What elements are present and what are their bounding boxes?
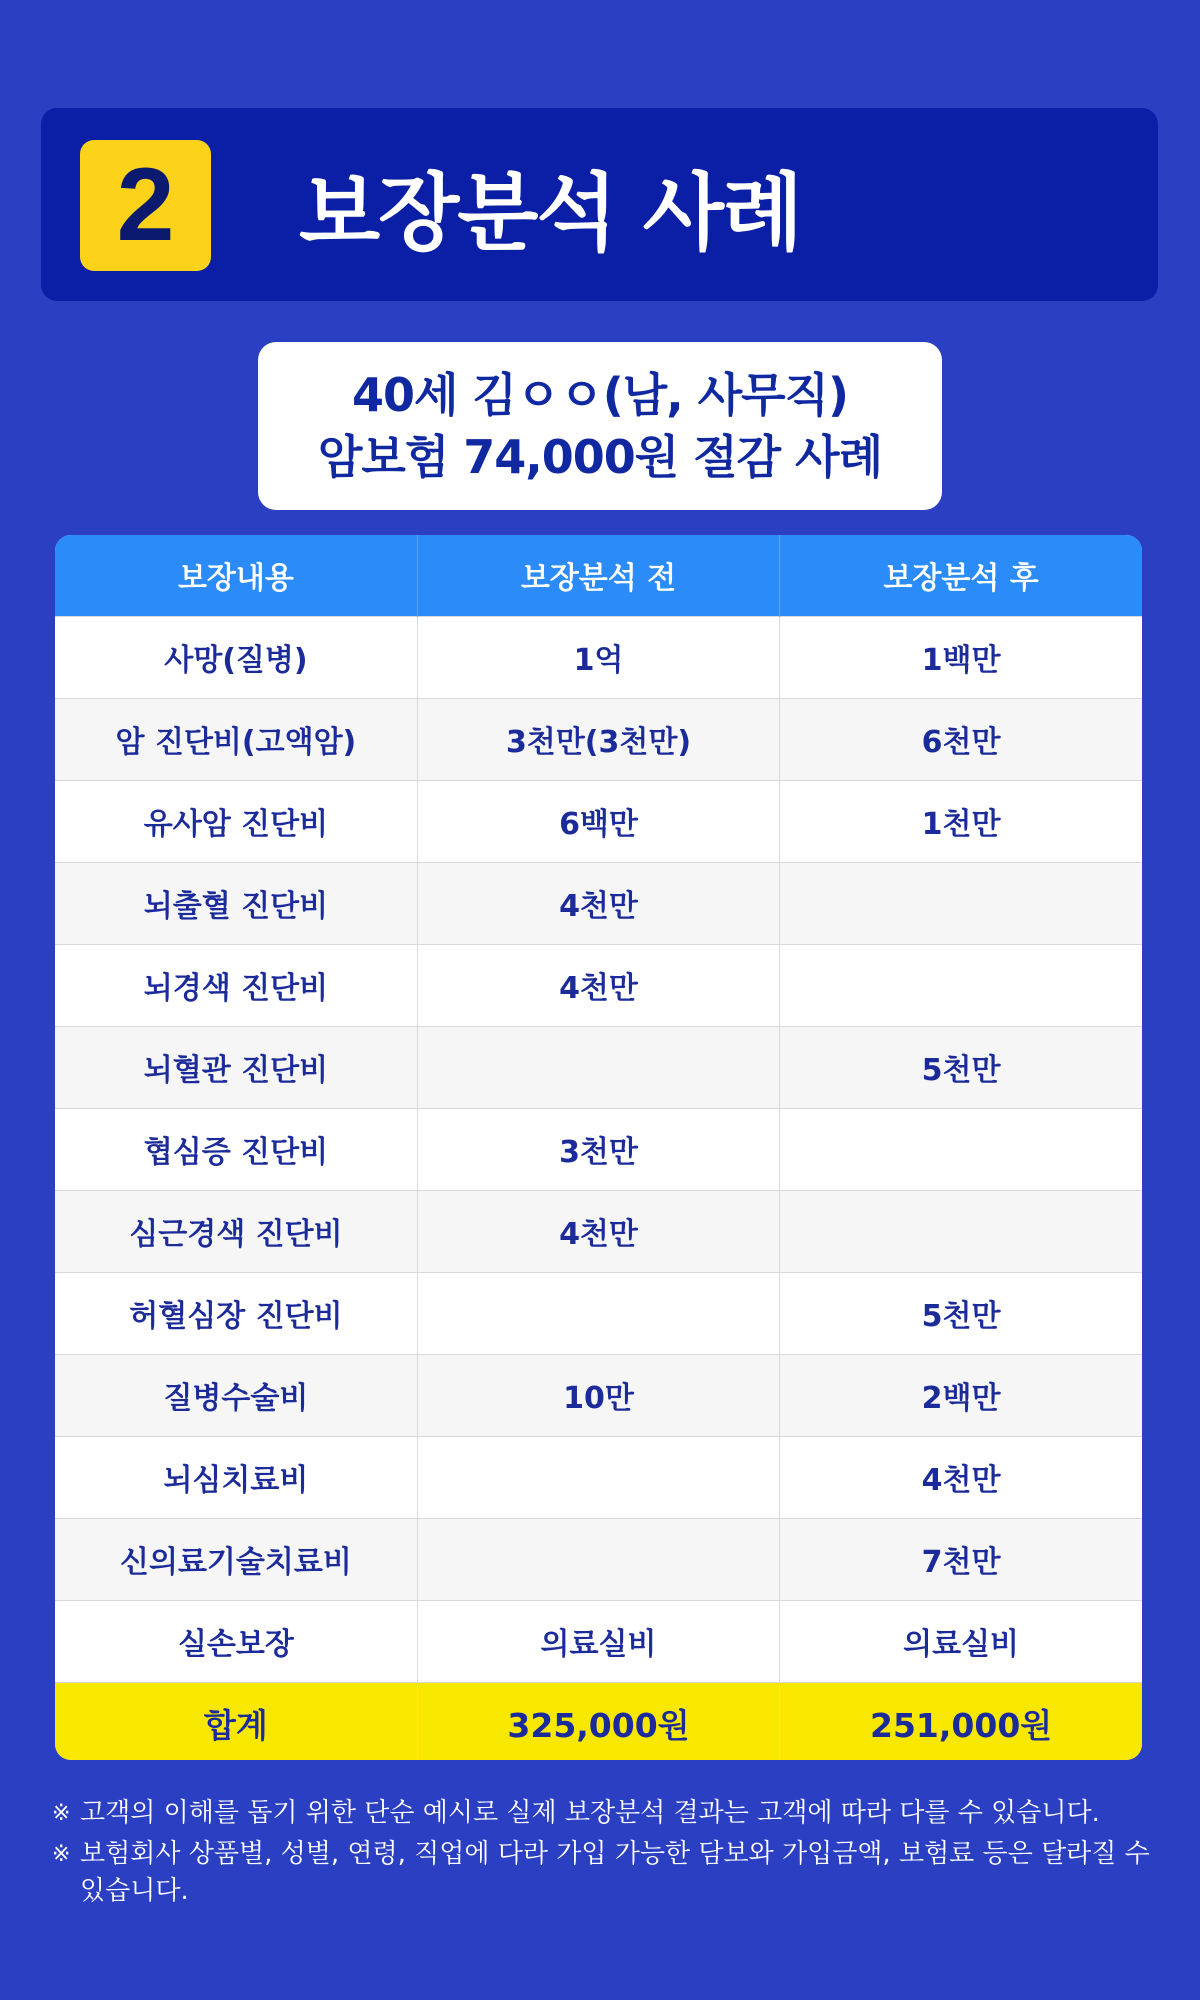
coverage-name: 사망(질병) [55, 616, 417, 698]
disclaimer-notes [52, 1795, 1162, 1914]
coverage-name: 허혈심장 진단비 [55, 1272, 417, 1354]
table-row [55, 1600, 1142, 1682]
before-value: 4천만 [417, 944, 779, 1026]
before-value: 3천만(3천만) [417, 698, 779, 780]
total-after-value: 251,000원 [780, 1682, 1142, 1760]
coverage-name: 질병수술비 [55, 1354, 417, 1436]
column-header-coverage: 보장내용 [55, 535, 417, 616]
after-value: 1백만 [780, 616, 1142, 698]
table-row [55, 616, 1142, 698]
coverage-name: 유사암 진단비 [55, 780, 417, 862]
table-row [55, 1354, 1142, 1436]
coverage-name: 뇌출혈 진단비 [55, 862, 417, 944]
case-summary-box [258, 342, 942, 510]
before-value: 6백만 [417, 780, 779, 862]
table-row [55, 698, 1142, 780]
section-header [41, 108, 1158, 301]
table-row [55, 1272, 1142, 1354]
table-row [55, 1026, 1142, 1108]
before-value: 1억 [417, 616, 779, 698]
after-value: 6천만 [780, 698, 1142, 780]
table-row [55, 1108, 1142, 1190]
disclaimer-note [52, 1795, 1162, 1832]
total-before-value: 325,000원 [417, 1682, 779, 1760]
before-value: 3천만 [417, 1108, 779, 1190]
coverage-name: 실손보장 [55, 1600, 417, 1682]
after-value: 4천만 [780, 1436, 1142, 1518]
after-value [780, 1190, 1142, 1272]
after-value [780, 1108, 1142, 1190]
after-value: 5천만 [780, 1272, 1142, 1354]
table-row [55, 944, 1142, 1026]
coverage-name: 심근경색 진단비 [55, 1190, 417, 1272]
coverage-name: 뇌경색 진단비 [55, 944, 417, 1026]
table-header-row [55, 535, 1142, 616]
disclaimer-note [52, 1836, 1162, 1910]
after-value: 7천만 [780, 1518, 1142, 1600]
coverage-name: 암 진단비(고액암) [55, 698, 417, 780]
case-savings: 암보험 74,000원 절감 사례 [317, 430, 883, 484]
column-header-after: 보장분석 후 [780, 535, 1142, 616]
section-number-badge: 2 [80, 140, 211, 271]
before-value: 4천만 [417, 1190, 779, 1272]
table-row [55, 1518, 1142, 1600]
page-title: 보장분석 사례 [299, 163, 802, 262]
coverage-name: 협심증 진단비 [55, 1108, 417, 1190]
table-row [55, 1436, 1142, 1518]
table-row [55, 780, 1142, 862]
before-value [417, 1436, 779, 1518]
coverage-name: 신의료기술치료비 [55, 1518, 417, 1600]
before-value: 4천만 [417, 862, 779, 944]
before-value: 의료실비 [417, 1600, 779, 1682]
total-row [55, 1682, 1142, 1760]
column-header-before: 보장분석 전 [417, 535, 779, 616]
after-value: 5천만 [780, 1026, 1142, 1108]
after-value [780, 862, 1142, 944]
before-value [417, 1026, 779, 1108]
coverage-table [55, 535, 1142, 1760]
after-value: 의료실비 [780, 1600, 1142, 1682]
before-value: 10만 [417, 1354, 779, 1436]
table-row [55, 1190, 1142, 1272]
coverage-name: 뇌심치료비 [55, 1436, 417, 1518]
after-value: 1천만 [780, 780, 1142, 862]
before-value [417, 1518, 779, 1600]
disclaimer-text: 보험회사 상품별, 성별, 연령, 직업에 다라 가입 가능한 담보와 가입금액, 보험료 등은 달라질 수 있습니다. [80, 1839, 1150, 1906]
reference-mark-icon: ※ [52, 1801, 71, 1826]
case-profile: 40세 김ㅇㅇ(남, 사무직) [351, 368, 849, 422]
coverage-name: 뇌혈관 진단비 [55, 1026, 417, 1108]
before-value [417, 1272, 779, 1354]
table-row [55, 862, 1142, 944]
reference-mark-icon: ※ [52, 1842, 71, 1867]
after-value [780, 944, 1142, 1026]
total-label: 합계 [55, 1682, 417, 1760]
disclaimer-text: 고객의 이해를 돕기 위한 단순 예시로 실제 보장분석 결과는 고객에 따라 다를 수 있습니다. [80, 1798, 1100, 1828]
after-value: 2백만 [780, 1354, 1142, 1436]
